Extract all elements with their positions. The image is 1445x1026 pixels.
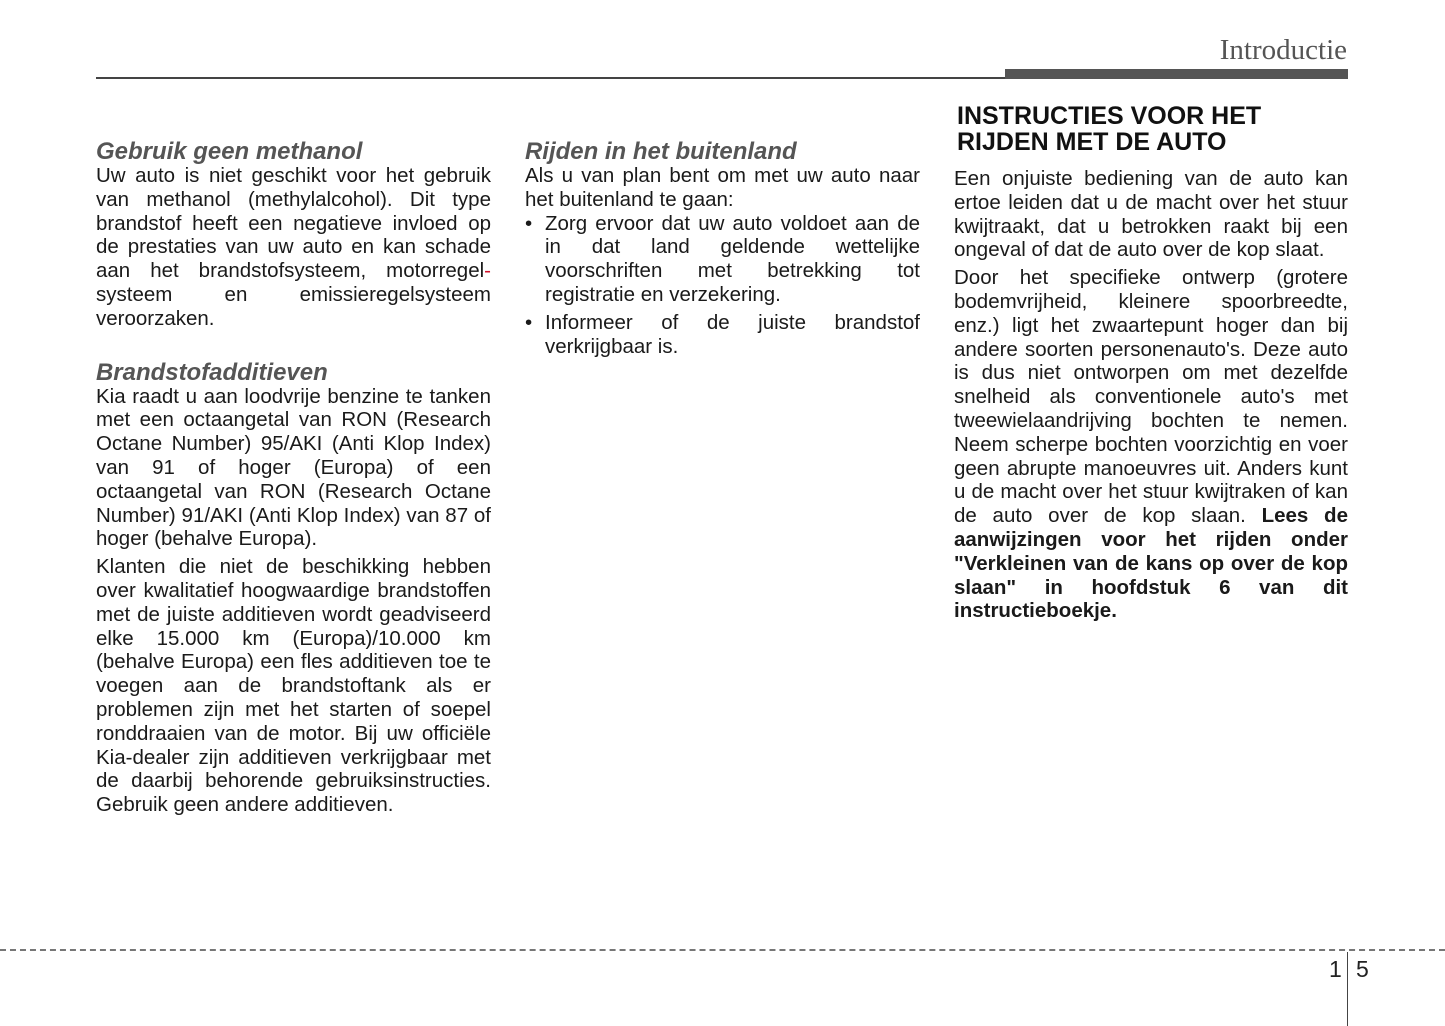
column-3 [954, 103, 1348, 627]
list-item [525, 212, 920, 307]
section-title-driving [957, 103, 1348, 155]
footer-dashed-rule [0, 949, 1445, 951]
section-heading-abroad: Rijden in het buitenland [525, 138, 797, 165]
header-rule [96, 77, 1006, 79]
bullet-text: Informeer of de juiste brandstof verkrijgbaar is. [545, 310, 920, 358]
section-heading-additives: Brandstofadditieven [96, 358, 328, 386]
driving-paragraph-1: Een onjuiste bediening van de auto kan ertoe leiden dat u de macht over het stuur kwijtraakt, dat u betrokken raakt bij een ongeval of dat de auto over de kop slaat. [954, 167, 1348, 262]
additives-paragraph-1: Kia raadt u aan loodvrije benzine te tanken met een octaangetal van RON (Research Octane Number) 95/AKI (Anti Klop Index) van 91 of hoger (Europa) of een octaangetal van RON (Research Octane Number) 91/AKI (Anti Klop Index) van 87 of hoger (behalve Europa). [96, 384, 491, 551]
additives-paragraph-2: Klanten die niet de beschikking hebben over kwalitatief hoogwaardige brandstoffen met de juiste additieven wordt geadviseerd elke 15.000 km (Europa)/10.000 km (behalve Europa) een fles additieven toe te voegen aan de brandstoftank als er problemen zijn met het starten of soepel ronddraaien van de motor. Bij uw officiële Kia-dealer zijn additieven verkrijgbaar met de daarbij behorende gebruiksinstructies. Gebruik geen andere additieven. [96, 555, 491, 817]
section-heading-methanol: Gebruik geen methanol [96, 138, 363, 165]
methanol-paragraph [96, 164, 491, 331]
page-number: 5 [1356, 956, 1369, 982]
bullet-icon: • [525, 310, 533, 334]
page-number-divider [1347, 952, 1348, 1026]
section-title-line-2: RIJDEN MET DE AUTO [957, 128, 1227, 156]
list-item [525, 311, 920, 359]
methanol-text-a: Uw auto is niet geschikt voor het gebruik van methanol (methylalcohol). Dit type brandstof heeft een negatieve invloed op de prestaties van uw auto en kan schade aan het brandstofsysteem, motorregel [96, 164, 491, 283]
header-rule-accent [1005, 69, 1348, 79]
column-2 [525, 140, 920, 362]
methanol-hyphen: - [484, 259, 491, 283]
page-header-title: Introductie [1219, 34, 1347, 66]
abroad-bullet-list [525, 212, 920, 359]
driving-paragraph-2-plain: Door het specifieke ontwerp (grotere bodemvrijheid, kleinere spoorbreedte, enz.) ligt het zwaartepunt hoger dan bij andere soorten personenauto's. Deze auto is dus niet ontworpen om met dezelfde snelheid als conventionele auto's met tweewielaandrijving bochten te nemen. Neem scherpe bochten voorzichtig en voer geen abrupte manoeuvres uit. Anders kunt u de macht over het stuur kwijtraken of kan de auto over de kop slaan. [954, 266, 1348, 528]
driving-paragraph-2-bold: Lees de aanwijzingen voor het rijden onder "Verkleinen van de kans op over de kop slaan" in hoofdstuk 6 van dit instructieboekje. [954, 504, 1348, 623]
driving-paragraph-2 [954, 266, 1348, 623]
bullet-icon: • [525, 211, 533, 235]
chapter-number: 1 [1329, 956, 1342, 982]
section-title-line-1: INSTRUCTIES VOOR HET [957, 102, 1262, 130]
bullet-text: Zorg ervoor dat uw auto voldoet aan de in dat land geldende wettelijke voorschriften met betrekking tot registratie en verzekering. [545, 211, 920, 306]
column-1 [96, 140, 491, 821]
abroad-intro: Als u van plan bent om met uw auto naar het buitenland te gaan: [525, 164, 920, 211]
methanol-text-b: systeem en emissieregelsysteem veroorzaken. [96, 282, 491, 330]
